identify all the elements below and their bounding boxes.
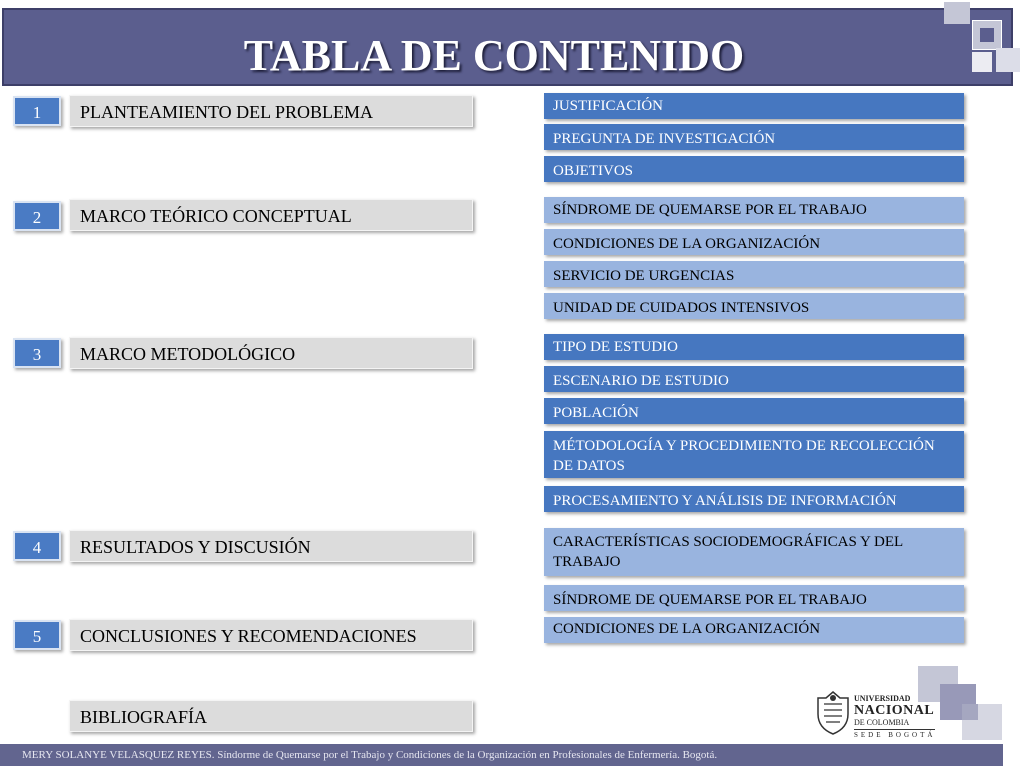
section-number-3: 3 xyxy=(13,338,61,368)
decorative-square-9 xyxy=(962,704,1002,740)
decorative-square-4 xyxy=(996,48,1020,72)
subtopic-condiciones-organizacion-resultados[interactable]: CONDICIONES DE LA ORGANIZACIÓN xyxy=(544,617,964,643)
subtopic-sindrome-quemarse[interactable]: SÍNDROME DE QUEMARSE POR EL TRABAJO xyxy=(544,197,964,223)
logo-line-1: UNIVERSIDAD xyxy=(854,694,911,703)
title-banner xyxy=(2,8,1013,86)
subtopic-sindrome-quemarse-resultados[interactable]: SÍNDROME DE QUEMARSE POR EL TRABAJO xyxy=(544,585,964,611)
decorative-square-1 xyxy=(944,2,970,24)
section-2-marco-teorico[interactable]: MARCO TEÓRICO CONCEPTUAL xyxy=(69,199,473,231)
logo-line-2: NACIONAL xyxy=(854,703,935,718)
subtopic-pregunta-investigacion[interactable]: PREGUNTA DE INVESTIGACIÓN xyxy=(544,124,964,150)
university-logo xyxy=(814,688,944,740)
section-1-planteamiento[interactable]: PLANTEAMIENTO DEL PROBLEMA xyxy=(69,95,473,127)
section-number-1: 1 xyxy=(13,96,61,126)
section-number-5: 5 xyxy=(13,620,61,650)
subtopic-servicio-urgencias[interactable]: SERVICIO DE URGENCIAS xyxy=(544,261,964,287)
university-shield-icon xyxy=(814,690,852,736)
bibliography[interactable]: BIBLIOGRAFÍA xyxy=(69,700,473,732)
subtopic-unidad-cuidados[interactable]: UNIDAD DE CUIDADOS INTENSIVOS xyxy=(544,293,964,319)
footer-citation: MERY SOLANYE VELASQUEZ REYES. Síndorme de Quemarse por el Trabajo y Condiciones de la Organización en Profesionales de Enfermería. Bogotá. xyxy=(0,744,1003,766)
section-number-4: 4 xyxy=(13,531,61,561)
university-logo-text xyxy=(854,694,935,740)
logo-line-3: DE COLOMBIA xyxy=(854,718,910,727)
slide-title: TABLA DE CONTENIDO xyxy=(243,31,745,80)
subtopic-procesamiento-analisis[interactable]: PROCESAMIENTO Y ANÁLISIS DE INFORMACIÓN xyxy=(544,486,964,512)
section-number-2: 2 xyxy=(13,201,61,231)
section-3-marco-metodologico[interactable]: MARCO METODOLÓGICO xyxy=(69,337,473,369)
section-5-conclusiones[interactable]: CONCLUSIONES Y RECOMENDACIONES xyxy=(69,619,473,651)
subtopic-poblacion[interactable]: POBLACIÓN xyxy=(544,398,964,424)
subtopic-condiciones-organizacion[interactable]: CONDICIONES DE LA ORGANIZACIÓN xyxy=(544,229,964,255)
decorative-square-5 xyxy=(972,52,992,72)
logo-line-4: SEDE BOGOTÁ xyxy=(854,731,936,739)
subtopic-tipo-estudio[interactable]: TIPO DE ESTUDIO xyxy=(544,334,964,360)
subtopic-justificacion[interactable]: JUSTIFICACIÓN xyxy=(544,93,964,119)
subtopic-objetivos[interactable]: OBJETIVOS xyxy=(544,156,964,182)
subtopic-caracteristicas[interactable]: CARACTERÍSTICAS SOCIODEMOGRÁFICAS Y DEL TRABAJO xyxy=(544,528,964,576)
subtopic-escenario-estudio[interactable]: ESCENARIO DE ESTUDIO xyxy=(544,366,964,392)
subtopic-metodologia[interactable]: MÉTODOLOGÍA Y PROCEDIMIENTO DE RECOLECCIÓN DE DATOS xyxy=(544,431,964,478)
section-4-resultados[interactable]: RESULTADOS Y DISCUSIÓN xyxy=(69,530,473,562)
decorative-square-3 xyxy=(980,28,994,42)
